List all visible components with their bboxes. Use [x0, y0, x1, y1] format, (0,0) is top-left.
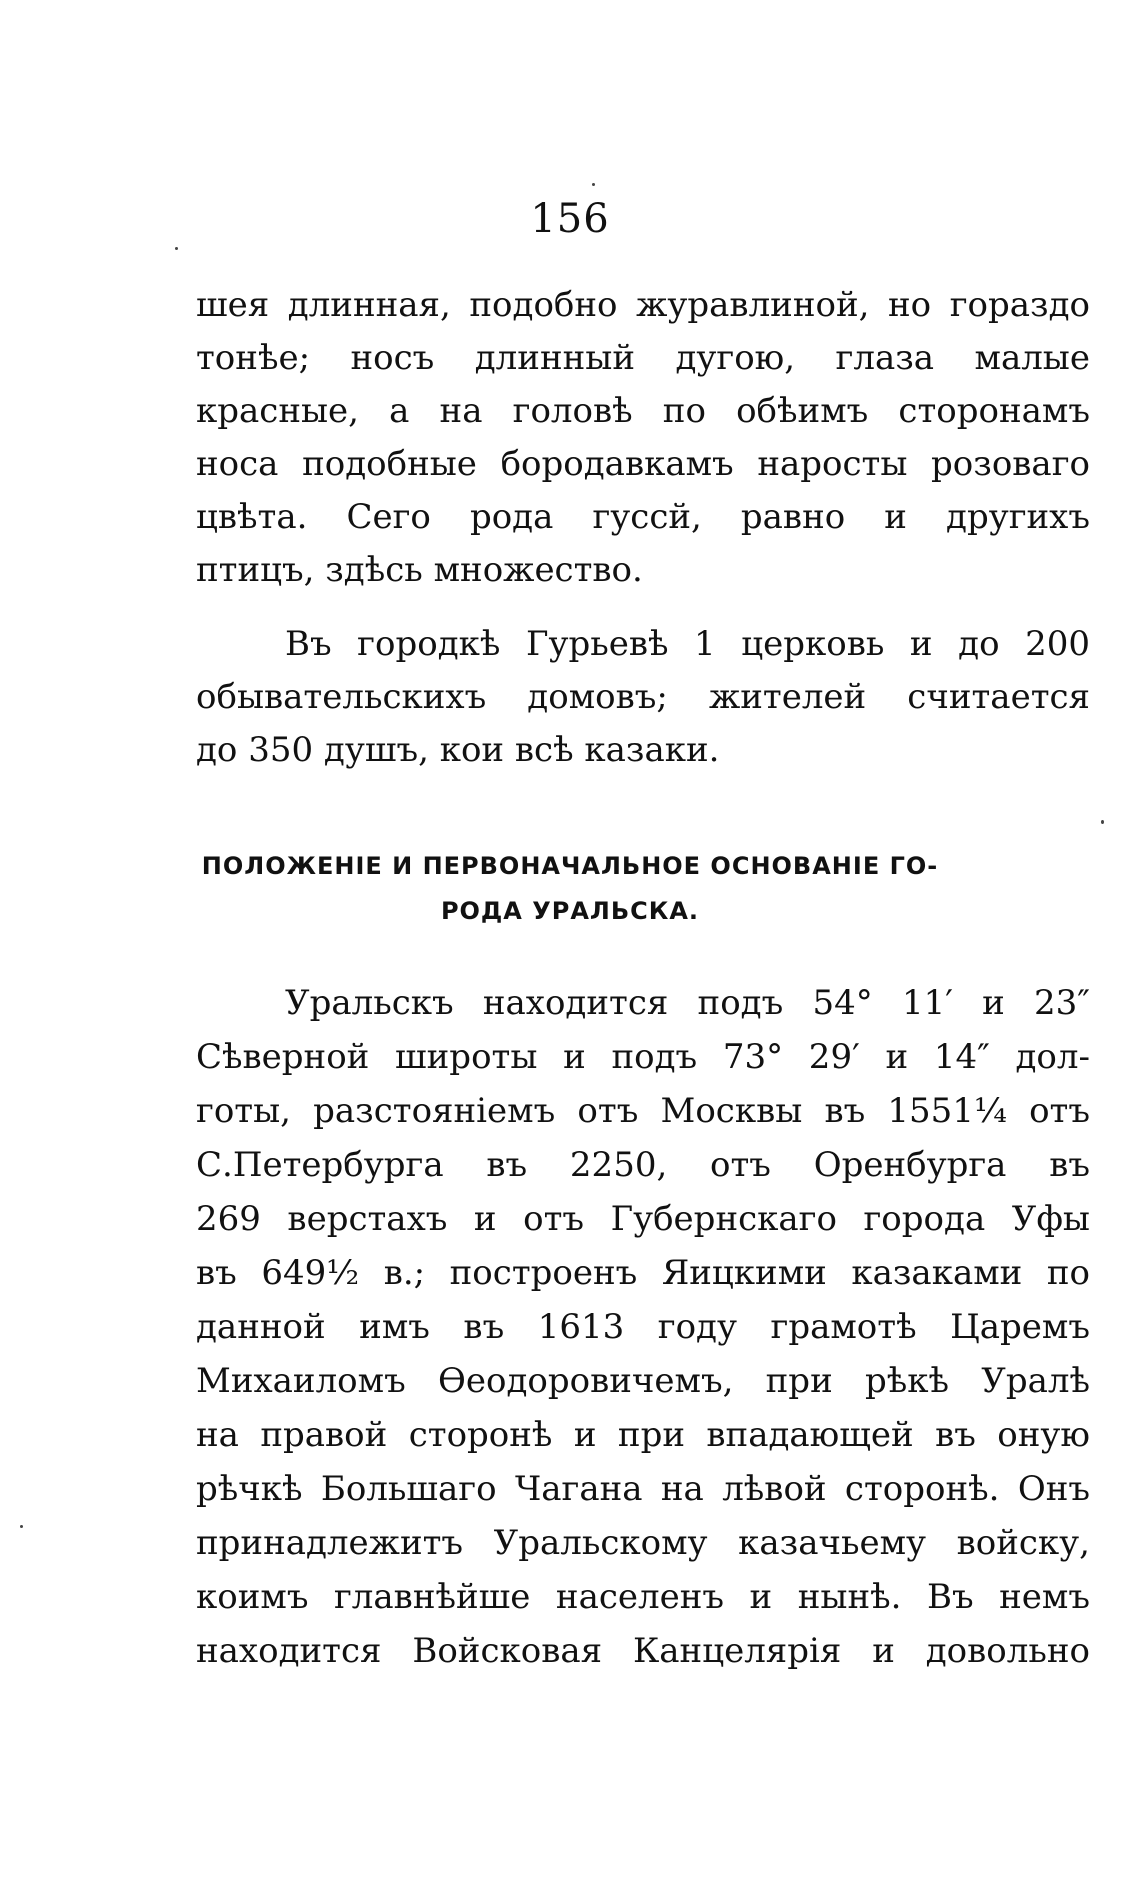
text-line: рѣчкѣ Большаго Чагана на лѣвой сторонѣ. Онъ	[196, 1469, 1090, 1509]
text-line: 269 верстахъ и отъ Губернскаго города Уфы	[196, 1199, 1090, 1239]
text-line: готы, разстояніемъ отъ Москвы въ 1551¼ отъ	[196, 1091, 1090, 1131]
text-line: Сѣверной широты и подъ 73° 29′ и 14″ дол-	[196, 1037, 1090, 1077]
text-line: птицъ, здѣсь множество.	[196, 550, 643, 590]
text-line: тонѣе; носъ длинный дугою, глаза малые	[196, 338, 1090, 378]
heading-line: РОДА УРАЛЬСКА.	[440, 897, 700, 925]
print-speck	[1101, 820, 1104, 824]
heading-line: ПОЛОЖЕНІЕ И ПЕРВОНАЧАЛЬНОЕ ОСНОВАНІЕ ГО-	[201, 852, 939, 880]
text-line: Михаиломъ Ѳеодоровичемъ, при рѣкѣ Уралѣ	[196, 1361, 1090, 1401]
text-line: находится Войсковая Канцелярія и довольно	[196, 1631, 1090, 1671]
text-line: до 350 душъ, кои всѣ казаки.	[196, 730, 720, 770]
text-line: С.Петербурга въ 2250, отъ Оренбурга въ	[196, 1145, 1090, 1185]
text-line: носа подобные бородавкамъ наросты розоваго	[196, 444, 1090, 484]
text-line: шея длинная, подобно журавлиной, но гораздо	[196, 285, 1090, 325]
text-line: цвѣта. Сего рода гуссй, равно и другихъ	[196, 497, 1090, 537]
print-speck	[592, 183, 595, 186]
page-number: 156	[530, 196, 610, 242]
text-line: принадлежитъ Уральскому казачьему войску,	[196, 1523, 1090, 1563]
text-line: обывательскихъ домовъ; жителей считается	[196, 677, 1090, 717]
print-speck	[175, 247, 178, 250]
text-line: Уральскъ находится подъ 54° 11′ и 23″	[285, 983, 1090, 1023]
text-line: Въ городкѣ Гурьевѣ 1 церковь и до 200	[285, 624, 1090, 664]
print-speck	[20, 1525, 23, 1528]
text-line: въ 649½ в.; построенъ Яицкими казаками по	[196, 1253, 1090, 1293]
text-line: коимъ главнѣйше населенъ и нынѣ. Въ немъ	[196, 1577, 1090, 1617]
text-line: данной имъ въ 1613 году грамотѣ Царемъ	[196, 1307, 1090, 1347]
text-line: красные, а на головѣ по обѣимъ сторонамъ	[196, 391, 1090, 431]
text-line: на правой сторонѣ и при впадающей въ оную	[196, 1415, 1090, 1455]
